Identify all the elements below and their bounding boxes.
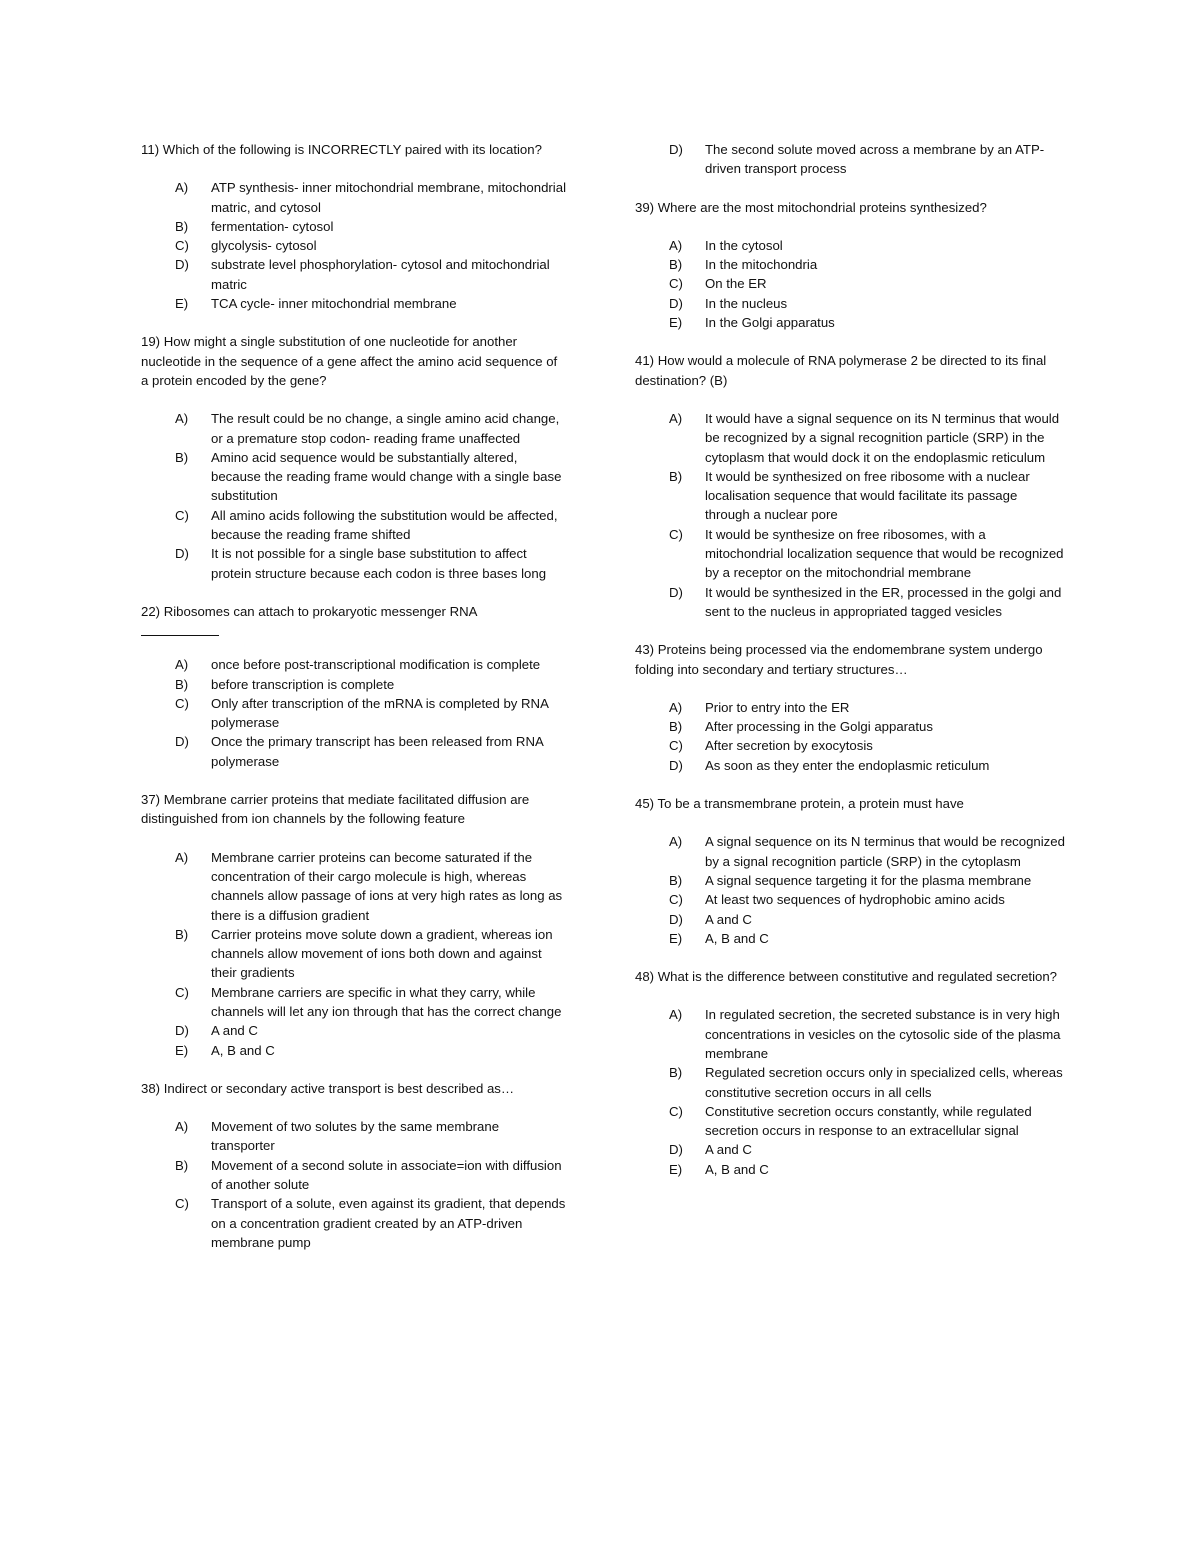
option-letter: A) [669,410,683,426]
option-letter: C) [669,1103,683,1119]
answer-option [141,925,566,983]
option-text: Membrane carriers are specific in what they carry, while channels will let any ion through that has the correct change [211,984,562,1019]
question-block [635,640,1065,775]
option-letter: B) [669,1065,683,1081]
option-text: It would be synthesize on free ribosomes, with a mitochondrial localization sequence that would be recognized by a receptor on the mitochondrial membrane [705,526,1064,581]
option-text: A and C [211,1023,258,1039]
option-text: substrate level phosphorylation- cytosol and mitochondrial matric [211,257,550,292]
option-letter: B) [175,676,189,692]
answer-option [141,694,566,733]
option-letter: C) [175,507,189,523]
answer-option [635,1005,1065,1063]
option-text: Constitutive secretion occurs constantly, while regulated secretion occurs in response to an extracellular signal [705,1103,1032,1139]
option-text: Regulated secretion occurs only in specialized cells, whereas constitutive secretion occurs in all cells [705,1065,1063,1100]
answer-option [141,655,566,674]
option-text: A and C [705,911,752,927]
question-stem: 37) Membrane carrier proteins that mediate facilitated diffusion are distinguished from ion channels by the following feature [141,792,530,827]
option-letter: B) [669,872,683,888]
answer-option [635,910,1065,929]
answer-option [635,255,1065,274]
option-text: once before post-transcriptional modification is complete [211,657,541,673]
option-letter: A) [175,849,189,865]
answer-option [141,1021,566,1040]
option-text: Carrier proteins move solute down a gradient, whereas ion channels allow movement of ions both down and against their gradients [211,926,553,981]
answer-option [141,409,566,448]
option-text: In the Golgi apparatus [705,315,835,331]
option-letter: E) [669,930,683,946]
answer-option [635,717,1065,736]
option-text: Only after transcription of the mRNA is completed by RNA polymerase [211,695,549,731]
option-text: A signal sequence on its N terminus that would be recognized by a signal recognition particle (SRP) in the cytoplasm [705,834,1065,869]
question-block [141,602,566,771]
answer-option [141,1156,566,1195]
answer-option [141,236,566,255]
option-text: Membrane carrier proteins can become saturated if the concentration of their cargo molecule is high, whereas channels allow passage of ions at very high rates as long as there is a diffusion gradient [211,849,563,923]
question-block [635,140,1065,179]
question-block [635,967,1065,1179]
option-text: In regulated secretion, the secreted substance is in very high concentrations in vesicles on the cytosolic side of the plasma membrane [705,1007,1061,1061]
question-block [635,794,1065,948]
answer-option [141,1041,566,1060]
option-letter: C) [669,892,683,908]
answer-option [635,698,1065,717]
answer-option [635,1102,1065,1141]
answer-option [141,983,566,1022]
option-text: A and C [705,1142,752,1158]
option-text: before transcription is complete [211,676,395,692]
question-block [141,332,566,583]
left-column [141,140,566,1271]
option-letter: A) [669,1007,683,1023]
option-letter: B) [669,257,683,273]
question-block [635,351,1065,621]
option-letter: A) [175,657,189,673]
option-letter: C) [175,238,189,254]
question-stem: 41) How would a molecule of RNA polymerase 2 be directed to its final destination? (B) [635,353,1047,388]
question-stem: 39) Where are the most mitochondrial proteins synthesized? [635,199,987,215]
option-text: The result could be no change, a single amino acid change, or a premature stop codon- reading frame unaffected [211,411,560,446]
question-block [141,140,566,313]
right-column [635,140,1065,1198]
option-text: Movement of a second solute in associate=ion with diffusion of another solute [211,1157,562,1193]
answer-option [635,736,1065,755]
answer-option [635,274,1065,293]
option-text: Transport of a solute, even against its gradient, that depends on a concentration gradient created by an ATP-driven membrane pump [211,1196,566,1250]
option-letter: C) [669,526,683,542]
answer-option [141,294,566,313]
answer-option [635,871,1065,890]
option-letter: C) [175,1196,189,1212]
answer-option [141,448,566,506]
option-text: After secretion by exocytosis [705,738,873,754]
option-letter: D) [669,911,683,927]
answer-option [635,313,1065,332]
option-letter: A) [175,411,189,427]
option-letter: D) [669,757,683,773]
answer-option [141,675,566,694]
option-letter: D) [669,295,683,311]
option-text: All amino acids following the substitution would be affected, because the reading frame shifted [211,507,558,543]
option-text: In the mitochondria [705,257,818,273]
option-letter: D) [669,584,683,600]
answer-option [635,890,1065,909]
option-letter: C) [669,276,683,292]
question-stem: 43) Proteins being processed via the endomembrane system undergo folding into secondary and tertiary structures… [635,642,1043,677]
option-letter: A) [669,699,683,715]
option-text: It would be synthesized on free ribosome with a nuclear localisation sequence that would facilitate its passage through a nuclear pore [705,468,1030,523]
option-letter: A) [175,180,189,196]
answer-option [635,140,1065,179]
answer-option [141,255,566,294]
option-letter: B) [669,719,683,735]
option-text: A, B and C [705,1161,769,1177]
question-stem: 38) Indirect or secondary active transport is best described as… [141,1080,515,1096]
question-stem: 11) Which of the following is INCORRECTLY paired with its location? [141,142,542,157]
answer-option [635,525,1065,583]
option-letter: A) [669,237,683,253]
option-letter: D) [175,734,189,750]
answer-option [141,1117,566,1156]
option-letter: B) [175,1157,189,1173]
option-text: At least two sequences of hydrophobic amino acids [705,892,1005,908]
answer-option [635,1140,1065,1159]
option-text: A, B and C [211,1042,275,1058]
option-letter: E) [175,296,189,312]
answer-blank-line [141,621,219,636]
answer-option [635,409,1065,467]
answer-option [141,217,566,236]
option-letter: B) [175,926,189,942]
question-stem: 45) To be a transmembrane protein, a protein must have [635,796,964,812]
option-text: In the cytosol [705,237,783,253]
option-letter: D) [669,1142,683,1158]
question-block [141,1079,566,1252]
option-letter: E) [669,1161,683,1177]
answer-option [141,544,566,583]
answer-option [635,1063,1065,1102]
answer-option [635,583,1065,622]
option-text: After processing in the Golgi apparatus [705,719,933,735]
option-text: ATP synthesis- inner mitochondrial membrane, mitochondrial matric, and cytosol [211,180,566,215]
option-text: It would be synthesized in the ER, processed in the golgi and sent to the nucleus in appropriated tagged vesicles [705,584,1062,619]
option-letter: D) [669,142,683,157]
question-stem: 19) How might a single substitution of one nucleotide for another nucleotide in the sequence of a gene affect the amino acid sequence of a protein encoded by the gene? [141,334,558,388]
answer-option [635,832,1065,871]
answer-option [635,1160,1065,1179]
option-letter: B) [669,468,683,484]
question-block [635,198,1065,333]
option-text: fermentation- cytosol [211,218,334,234]
option-text: glycolysis- cytosol [211,238,317,254]
option-letter: C) [175,695,189,711]
option-letter: D) [175,546,189,562]
option-text: In the nucleus [705,295,788,311]
option-text: A, B and C [705,930,769,946]
answer-option [635,467,1065,525]
option-text: It would have a signal sequence on its N terminus that would be recognized by a signal recognition particle (SRP) in the cytoplasm that would dock it on the endoplasmic reticulum [705,410,1060,465]
answer-option [141,732,566,771]
option-text: TCA cycle- inner mitochondrial membrane [211,296,457,312]
answer-option [141,178,566,217]
option-text: It is not possible for a single base substitution to affect protein structure because each codon is three bases long [211,546,547,581]
option-letter: D) [175,1023,189,1039]
answer-option [141,848,566,925]
question-block [141,790,566,1060]
option-letter: D) [175,257,189,273]
answer-option [635,294,1065,313]
answer-option [141,506,566,545]
option-letter: A) [175,1119,189,1135]
option-letter: C) [175,984,189,1000]
option-text: Once the primary transcript has been released from RNA polymerase [211,734,544,769]
answer-option [635,929,1065,948]
option-text: A signal sequence targeting it for the plasma membrane [705,872,1032,888]
option-letter: C) [669,738,683,754]
option-letter: B) [175,449,189,465]
option-text: As soon as they enter the endoplasmic reticulum [705,757,990,773]
answer-option [635,756,1065,775]
option-text: The second solute moved across a membrane by an ATP-driven transport process [705,142,1045,177]
question-stem: 22) Ribosomes can attach to prokaryotic messenger RNA [141,603,478,619]
answer-option [635,236,1065,255]
question-stem: 48) What is the difference between constitutive and regulated secretion? [635,969,1058,985]
answer-option [141,1194,566,1252]
option-text: On the ER [705,276,767,292]
option-letter: B) [175,218,189,234]
option-letter: E) [175,1042,189,1058]
option-text: Movement of two solutes by the same membrane transporter [211,1119,500,1154]
option-letter: A) [669,834,683,850]
option-letter: E) [669,315,683,331]
option-text: Prior to entry into the ER [705,699,850,715]
option-text: Amino acid sequence would be substantially altered, because the reading frame would change with a single base substitution [211,449,562,504]
